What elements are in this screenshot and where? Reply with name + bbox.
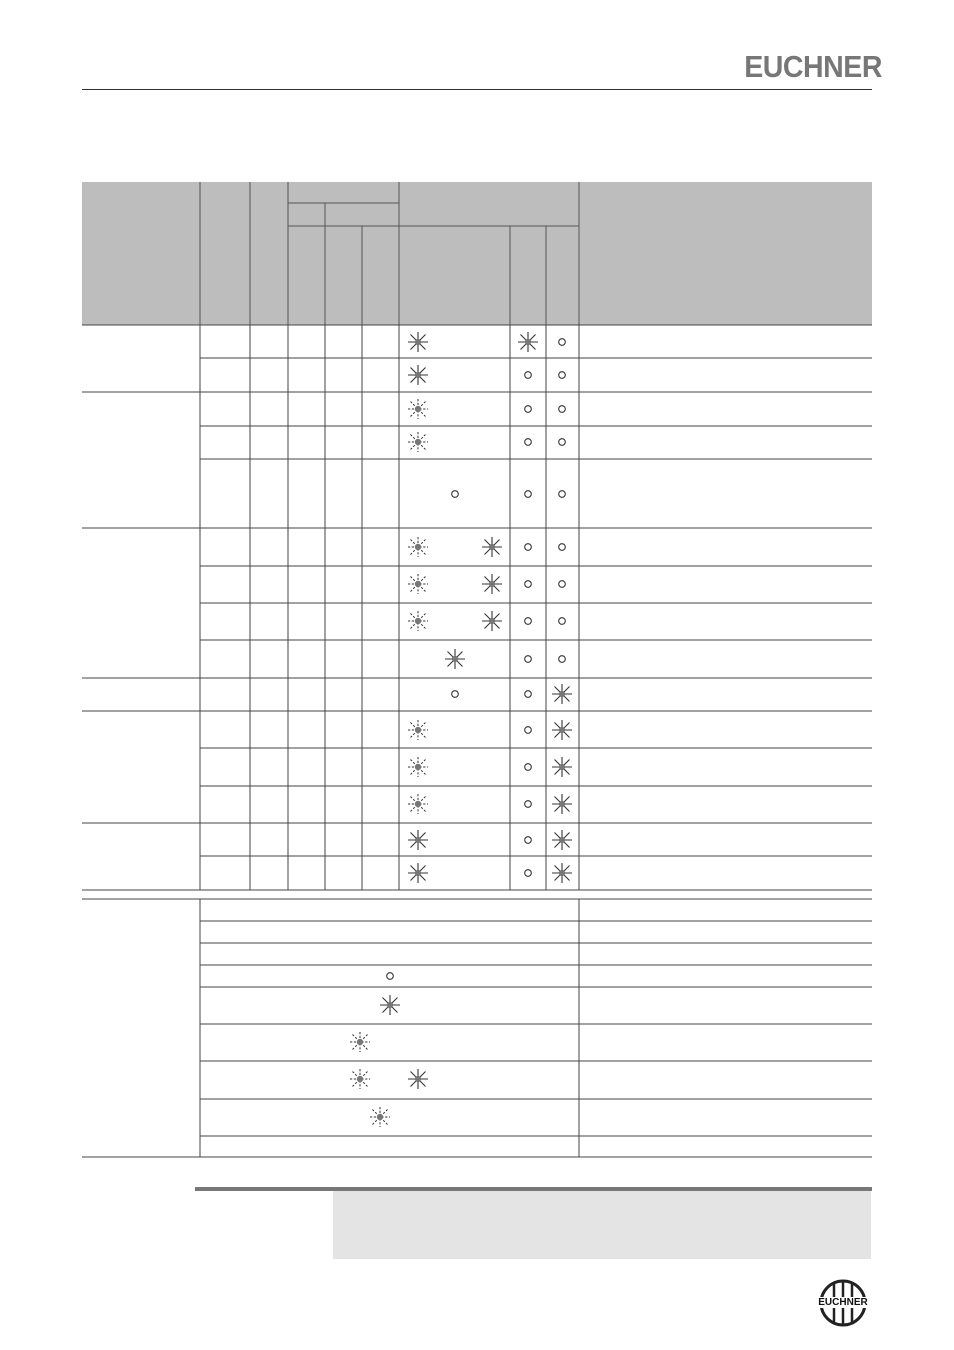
led-flashing-icon [408, 574, 428, 594]
led-off-icon [559, 581, 566, 588]
led-on-icon [482, 574, 502, 594]
euchner-logo: EUCHNER [744, 49, 883, 84]
led-off-icon [525, 372, 532, 379]
led-on-icon [552, 720, 572, 740]
led-flashing-icon [408, 794, 428, 814]
led-flashing-icon [408, 611, 428, 631]
led-on-icon [552, 794, 572, 814]
led-off-icon [559, 372, 566, 379]
led-on-icon [482, 611, 502, 631]
led-off-icon [525, 870, 532, 877]
euchner-seal-logo [812, 1278, 874, 1328]
led-off-icon [525, 801, 532, 808]
led-flashing-icon [408, 399, 428, 419]
led-off-icon [559, 439, 566, 446]
note-box [333, 1191, 871, 1259]
led-on-icon [552, 830, 572, 850]
led-off-icon [452, 491, 459, 498]
led-off-icon [525, 439, 532, 446]
led-flashing-icon [408, 432, 428, 452]
led-off-icon [525, 406, 532, 413]
led-on-icon [408, 830, 428, 850]
led-off-icon [525, 727, 532, 734]
led-off-icon [525, 618, 532, 625]
led-off-icon [559, 491, 566, 498]
led-flashing-icon [408, 757, 428, 777]
seal-text: EUCHNER [812, 1297, 874, 1308]
led-on-icon [552, 863, 572, 883]
led-off-icon [559, 544, 566, 551]
led-off-icon [559, 406, 566, 413]
legend-on-icon [408, 1069, 428, 1089]
led-on-icon [518, 332, 538, 352]
led-off-icon [525, 764, 532, 771]
led-off-icon [525, 544, 532, 551]
led-on-icon [408, 863, 428, 883]
legend-flashing-icon [350, 1032, 370, 1052]
led-off-icon [452, 691, 459, 698]
led-off-icon [525, 691, 532, 698]
led-off-icon [525, 491, 532, 498]
led-on-icon [408, 332, 428, 352]
led-on-icon [408, 365, 428, 385]
led-on-icon [552, 684, 572, 704]
legend-off-icon [387, 973, 394, 980]
led-flashing-icon [408, 720, 428, 740]
led-flashing-icon [408, 537, 428, 557]
led-on-icon [482, 537, 502, 557]
legend-on-icon [380, 995, 400, 1015]
led-on-icon [445, 649, 465, 669]
led-on-icon [552, 757, 572, 777]
body-grid-lines [82, 325, 872, 1157]
led-off-icon [559, 656, 566, 663]
legend-flashing-icon [370, 1107, 390, 1127]
led-symbols [350, 332, 572, 1127]
led-off-icon [525, 581, 532, 588]
led-off-icon [559, 339, 566, 346]
led-off-icon [559, 618, 566, 625]
led-off-icon [525, 656, 532, 663]
led-off-icon [525, 837, 532, 844]
legend-flashing-icon [350, 1069, 370, 1089]
